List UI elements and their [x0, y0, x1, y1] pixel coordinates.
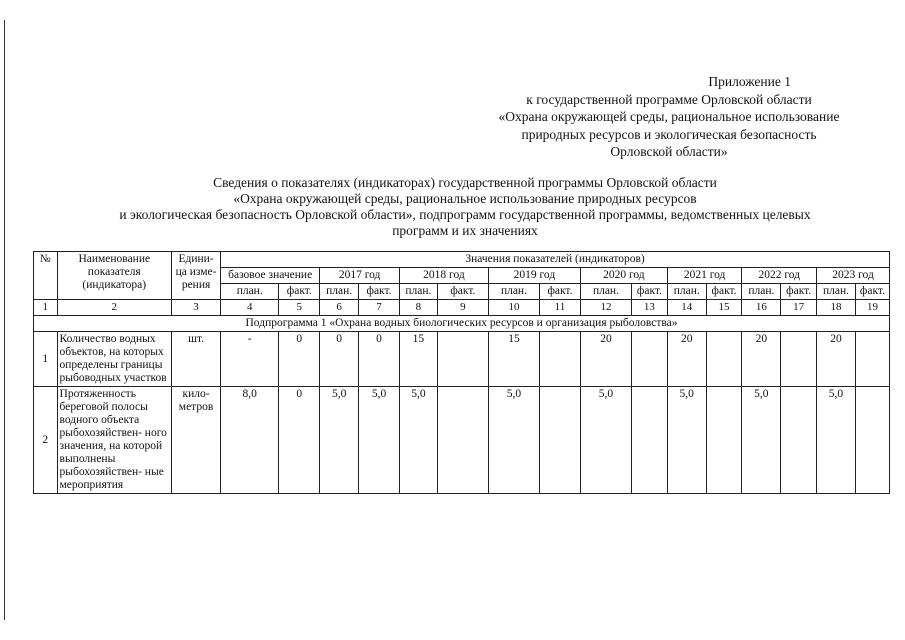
value-cell: 15: [399, 332, 437, 387]
period-header: 2017 год: [320, 268, 400, 284]
heading-line: «Охрана окружающей среды, рациональное использование природных ресурсов: [233, 191, 697, 206]
value-cell: 20: [667, 332, 706, 387]
fact-header: факт.: [781, 284, 817, 300]
appendix-title: Приложение 1: [708, 74, 791, 89]
period-header: 2022 год: [742, 268, 817, 284]
period-header: 2019 год: [488, 268, 580, 284]
value-cell: [437, 332, 488, 387]
page-edge-line: [4, 20, 5, 620]
period-header: 2023 год: [817, 268, 890, 284]
heading-line: и экологическая безопасность Орловской области», подпрограмм государственной программы, ведомственных целевых: [119, 207, 811, 222]
column-number: 2: [57, 300, 172, 316]
indicators-table: [33, 251, 890, 494]
table-row: [34, 332, 890, 387]
value-cell: 5,0: [399, 387, 437, 494]
column-number: 13: [632, 300, 668, 316]
value-cell: 5,0: [817, 387, 856, 494]
column-number: 3: [172, 300, 221, 316]
fact-header: факт.: [632, 284, 668, 300]
value-cell: 0: [320, 332, 359, 387]
column-number: 14: [667, 300, 706, 316]
period-header: базовое значение: [221, 268, 320, 284]
plan-header: план.: [742, 284, 781, 300]
column-number: 4: [221, 300, 279, 316]
column-number: 19: [855, 300, 889, 316]
column-number: 17: [781, 300, 817, 316]
fact-header: факт.: [855, 284, 889, 300]
fact-header: факт.: [706, 284, 742, 300]
value-cell: [706, 387, 742, 494]
value-cell: 8,0: [221, 387, 279, 494]
appendix-line: «Охрана окружающей среды, рациональное использование: [498, 109, 840, 124]
plan-header: план.: [817, 284, 856, 300]
column-number: 15: [706, 300, 742, 316]
table-row: [34, 387, 890, 494]
value-cell: [540, 332, 581, 387]
indicator-name: Количество водных объектов, на которых определены границы рыбоводных участков: [57, 332, 172, 387]
col-header-no: №: [34, 252, 58, 300]
heading-line: Сведения о показателях (индикаторах) государственной программы Орловской области: [213, 175, 717, 190]
value-cell: [437, 387, 488, 494]
fact-header: факт.: [437, 284, 488, 300]
value-cell: [781, 387, 817, 494]
plan-header: план.: [488, 284, 539, 300]
column-number: 16: [742, 300, 781, 316]
row-number: 2: [34, 387, 58, 494]
value-cell: 5,0: [320, 387, 359, 494]
unit-cell: кило- метров: [172, 387, 221, 494]
appendix-line: к государственной программе Орловской области: [526, 91, 812, 107]
value-cell: [540, 387, 581, 494]
value-cell: [855, 332, 889, 387]
column-number: 6: [320, 300, 359, 316]
appendix-block: [469, 73, 869, 161]
value-cell: 0: [279, 387, 320, 494]
plan-header: план.: [580, 284, 631, 300]
col-header-unit: Едини- ца изме- рения: [172, 252, 221, 300]
column-number: 1: [34, 300, 58, 316]
value-cell: [632, 387, 668, 494]
column-number: 11: [540, 300, 581, 316]
column-number: 5: [279, 300, 320, 316]
column-number: 7: [359, 300, 400, 316]
period-header: 2020 год: [580, 268, 667, 284]
plan-header: план.: [399, 284, 437, 300]
value-cell: 15: [488, 332, 539, 387]
plan-header: план.: [221, 284, 279, 300]
appendix-line: природных ресурсов и экологическая безопасность: [521, 126, 817, 142]
column-number: 12: [580, 300, 631, 316]
value-cell: 0: [279, 332, 320, 387]
value-cell: 20: [580, 332, 631, 387]
subprogram-title: Подпрограмма 1 «Охрана водных биологических ресурсов и организация рыболовства»: [34, 316, 890, 332]
value-cell: 5,0: [742, 387, 781, 494]
value-cell: 5,0: [667, 387, 706, 494]
value-cell: [706, 332, 742, 387]
column-number: 18: [817, 300, 856, 316]
value-cell: -: [221, 332, 279, 387]
value-cell: 20: [817, 332, 856, 387]
value-cell: [855, 387, 889, 494]
plan-header: план.: [667, 284, 706, 300]
column-number: 9: [437, 300, 488, 316]
period-header: 2021 год: [667, 268, 742, 284]
col-header-values: Значения показателей (индикаторов): [221, 252, 890, 268]
value-cell: [781, 332, 817, 387]
fact-header: факт.: [540, 284, 581, 300]
value-cell: 5,0: [580, 387, 631, 494]
period-header: 2018 год: [399, 268, 488, 284]
column-number: 10: [488, 300, 539, 316]
value-cell: 5,0: [359, 387, 400, 494]
value-cell: 20: [742, 332, 781, 387]
document-heading: [60, 175, 870, 239]
column-number: 8: [399, 300, 437, 316]
value-cell: [632, 332, 668, 387]
fact-header: факт.: [279, 284, 320, 300]
col-header-name: Наименование показателя (индикатора): [57, 252, 172, 300]
fact-header: факт.: [359, 284, 400, 300]
row-number: 1: [34, 332, 58, 387]
value-cell: 0: [359, 332, 400, 387]
value-cell: 5,0: [488, 387, 539, 494]
appendix-line: Орловской области»: [610, 144, 728, 159]
indicator-name: Протяженность береговой полосы водного объекта рыбохозяйствен- ного значения, на которой выполнены рыбохозяйствен- ные мероприятия: [57, 387, 172, 494]
plan-header: план.: [320, 284, 359, 300]
heading-line: программ и их значениях: [392, 223, 538, 238]
unit-cell: шт.: [172, 332, 221, 387]
